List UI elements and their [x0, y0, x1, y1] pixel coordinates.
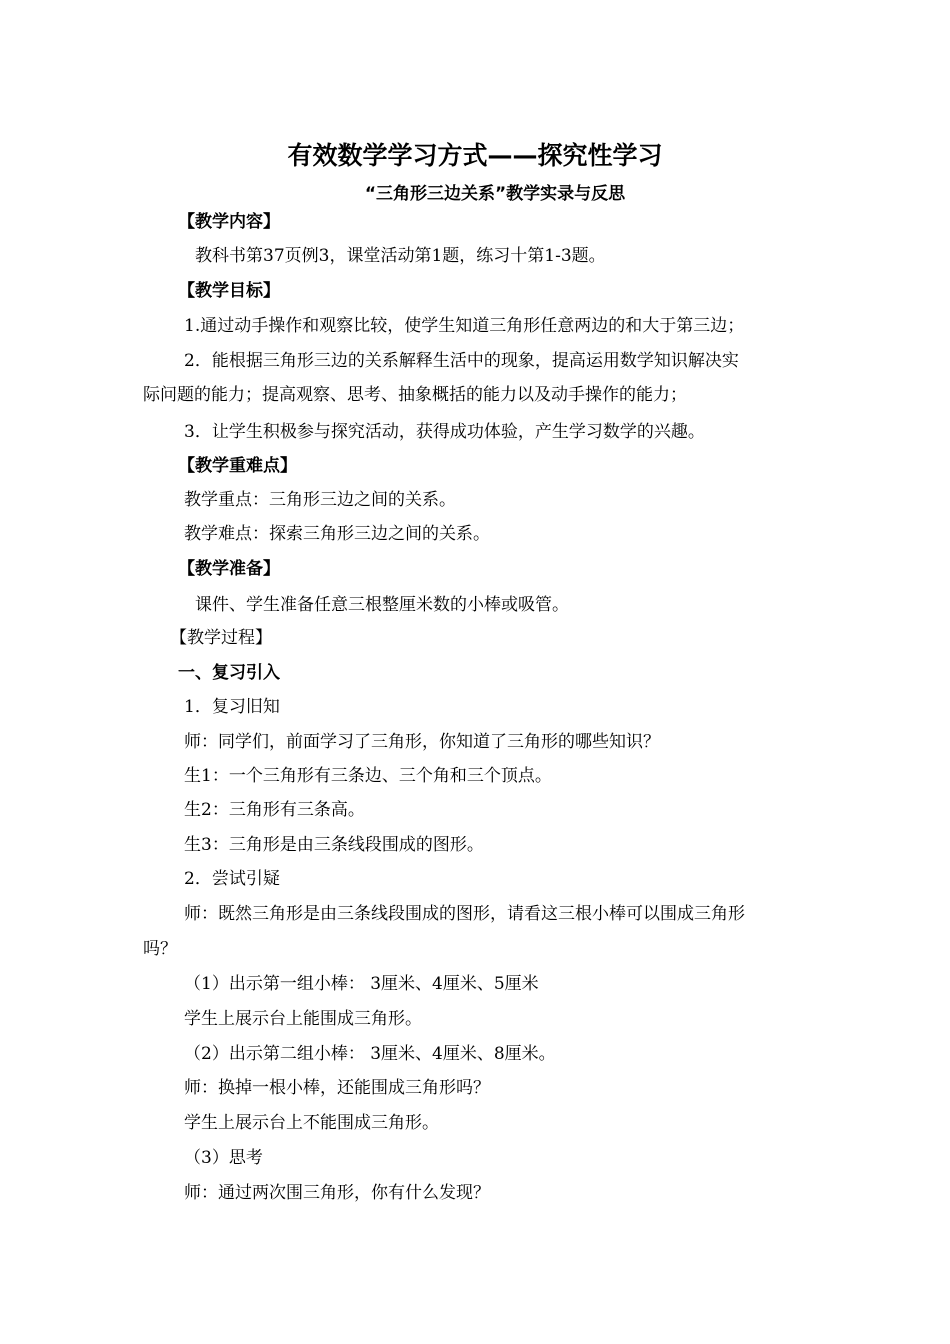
- teacher-question-2-line1: 师：既然三角形是由三条线段围成的图形，请看这三根小棒可以围成三角形: [184, 904, 745, 924]
- stick-group-2: （2）出示第二组小棒： 3厘米、4厘米、8厘米。: [184, 1044, 556, 1064]
- part1-heading: 一、复习引入: [178, 663, 280, 683]
- difficulty: 教学难点：探索三角形三边之间的关系。: [184, 524, 490, 544]
- heading-content: 【教学内容】: [178, 212, 280, 232]
- heading-keypoints: 【教学重难点】: [178, 456, 297, 476]
- student-answer-3: 生3：三角形是由三条线段围成的图形。: [184, 835, 484, 855]
- teacher-question-3: 师：换掉一根小棒，还能围成三角形吗？: [184, 1078, 490, 1098]
- try-heading: 2．尝试引疑: [184, 869, 280, 889]
- heading-goals: 【教学目标】: [178, 281, 280, 301]
- goal-2-line1: 2．能根据三角形三边的关系解释生活中的现象，提高运用数学知识解决实: [184, 351, 739, 371]
- keypoint: 教学重点：三角形三边之间的关系。: [184, 490, 456, 510]
- preparation-text: 课件、学生准备任意三根整厘米数的小棒或吸管。: [195, 595, 569, 615]
- think-heading: （3）思考: [184, 1148, 263, 1168]
- review-heading: 1．复习旧知: [184, 697, 280, 717]
- document-title: 有效数学学习方式——探究性学习: [287, 141, 663, 170]
- stick-group-1-result: 学生上展示台上能围成三角形。: [184, 1009, 422, 1029]
- goal-1: 1.通过动手操作和观察比较，使学生知道三角形任意两边的和大于第三边；: [184, 316, 745, 336]
- heading-process: 【教学过程】: [170, 628, 272, 648]
- goal-3: 3．让学生积极参与探究活动，获得成功体验，产生学习数学的兴趣。: [184, 422, 705, 442]
- paragraph-content: 教科书第37页例3，课堂活动第1题，练习十第1-3题。: [195, 246, 606, 266]
- teacher-question-1: 师：同学们，前面学习了三角形，你知道了三角形的哪些知识？: [184, 732, 660, 752]
- teacher-question-2-line2: 吗？: [143, 939, 177, 959]
- stick-group-2-result: 学生上展示台上不能围成三角形。: [184, 1113, 439, 1133]
- document-subtitle: “三角形三边关系”教学实录与反思: [364, 184, 626, 204]
- goal-2-line2: 际问题的能力；提高观察、思考、抽象概括的能力以及动手操作的能力；: [143, 385, 687, 405]
- student-answer-1: 生1：一个三角形有三条边、三个角和三个顶点。: [184, 766, 552, 786]
- heading-preparation: 【教学准备】: [178, 559, 280, 579]
- teacher-question-4: 师：通过两次围三角形，你有什么发现？: [184, 1183, 490, 1203]
- student-answer-2: 生2：三角形有三条高。: [184, 800, 365, 820]
- stick-group-1: （1）出示第一组小棒： 3厘米、4厘米、5厘米: [184, 974, 539, 994]
